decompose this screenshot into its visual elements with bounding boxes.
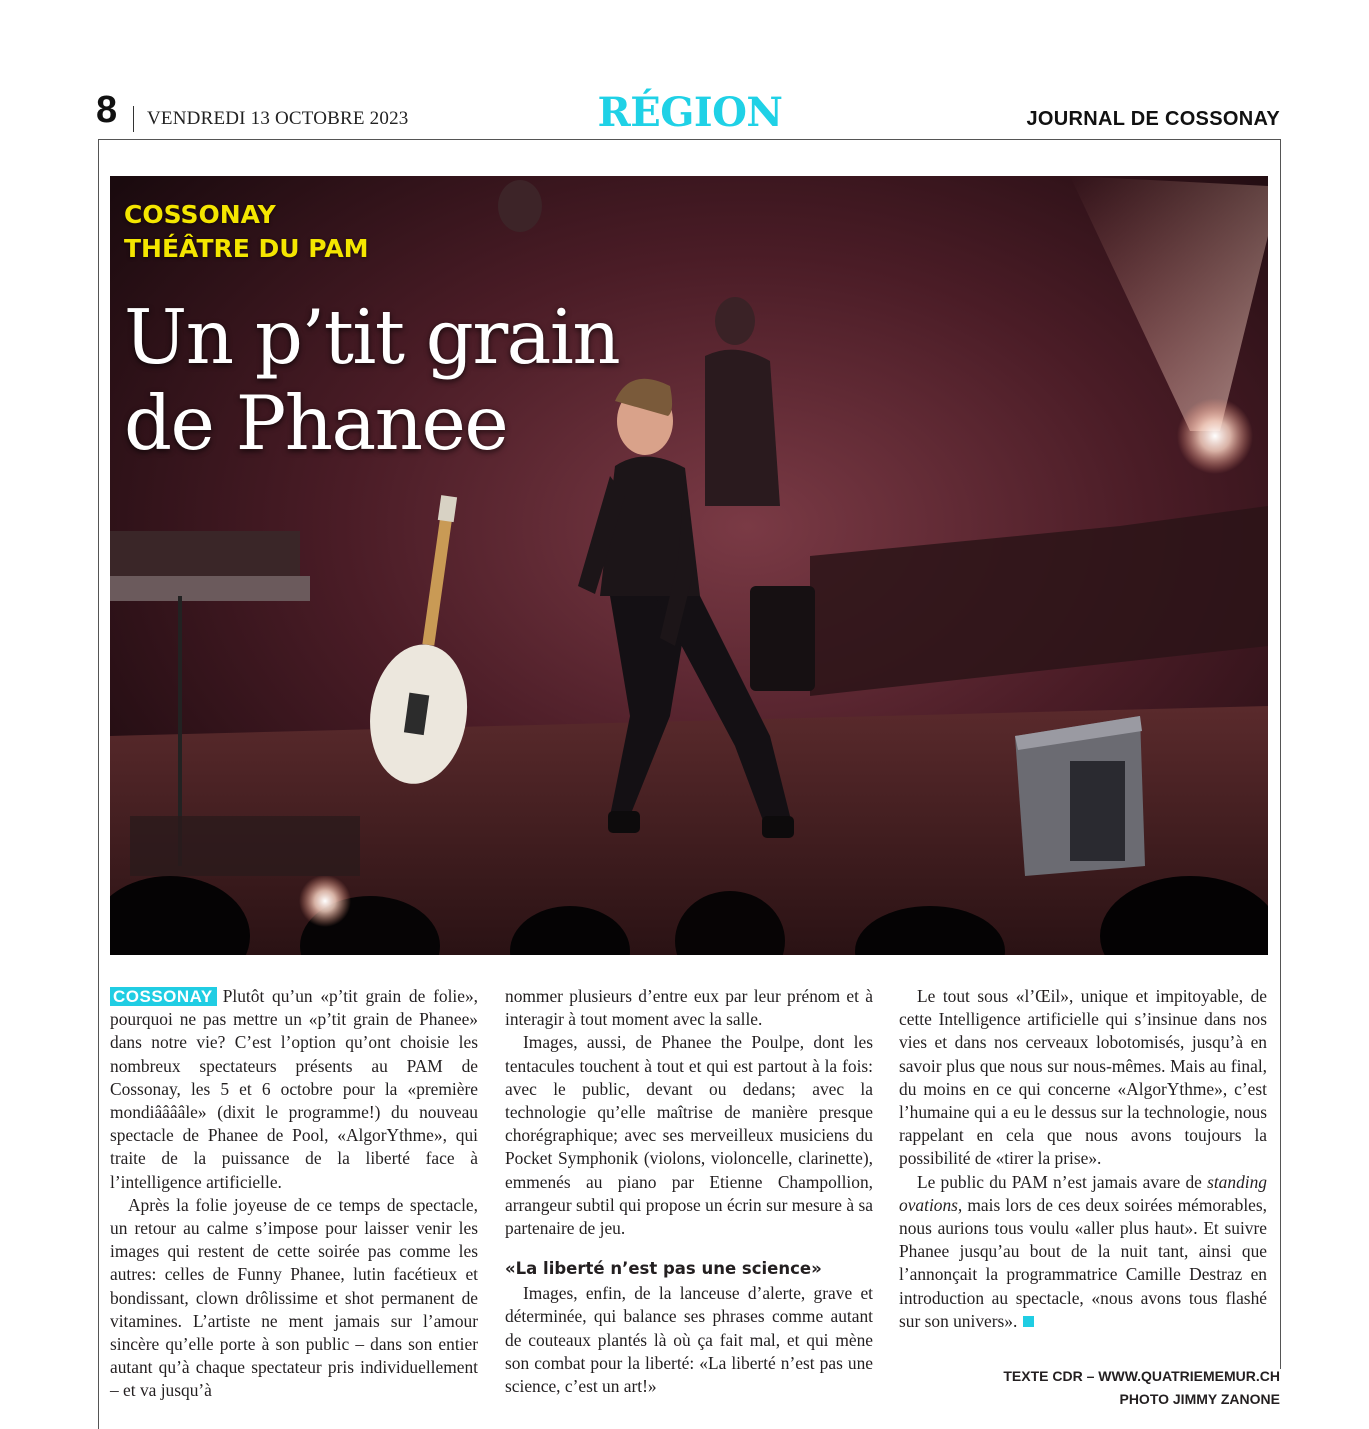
frame-rule-right [1280,139,1281,1369]
article-headline [124,294,619,466]
text-credit: TEXTE CDR – WWW.QUATRIEMEMUR.CH [1003,1368,1280,1384]
issue-date: VENDREDI 13 OCTOBRE 2023 [147,108,409,129]
paragraph: nommer plusieurs d’entre eux par leur prénom et à interagir à tout moment avec la salle. [505,986,873,1030]
paragraph [899,1171,1267,1333]
journal-name: JOURNAL DE COSSONAY [1026,108,1280,130]
frame-rule-top [98,139,1281,140]
article-column-3 [899,985,1267,1333]
kicker-location: COSSONAY [124,200,276,229]
masthead-divider [133,106,134,132]
frame-rule-left [98,139,99,1429]
paragraph-text: mais lors de ces deux soirées mémorables, nous aurions tous voulu «aller plus haut». Et suivre Phanee jusqu’au bout de la nuit tant, ainsi que l’annonçait la programmatrice Camille Destraz en introduction au spectacle, «nous avons tous flashé sur son univers». [899,1194,1267,1331]
page-number: 8 [96,89,118,131]
article-column-2 [505,985,873,1398]
paragraph: Images, enfin, de la lanceuse d’alerte, grave et déterminée, qui balance ses phrases comme autant de couteaux plantés là où ça fait mal, et qui mène son combat pour la liberté: «La liberté n’est pas une science, c’est un art!» [505,1283,873,1397]
italic-phrase: standing ovations, [899,1171,1267,1215]
paragraph-text: Plutôt qu’un «p’tit grain de folie», pourquoi ne pas mettre un «p’tit grain de Phanee» dans notre vie? C’est l’option qu’ont choisie les nombreux spectateurs présents au PAM de Cossonay, les 5 et 6 octobre pour la «première mondiââââle» (dixit le programme!) du nouveau spectacle de Phanee de Pool, «AlgorYthme», qui traite de la puissance de la liberté face à l’intelligence artificielle. [110,986,478,1192]
paragraph-text: Le public du PAM n’est jamais avare de [917,1171,1208,1192]
concert-photo [110,176,1268,955]
paragraph [110,985,478,1194]
kicker-venue: THÉÂTRE DU PAM [124,234,369,263]
photo-credit: PHOTO JIMMY ZANONE [1119,1391,1280,1407]
intertitle: «La liberté n’est pas une science» [505,1259,822,1279]
end-of-article-mark [1023,1316,1034,1327]
headline-line-1: Un p’tit grain [124,293,620,381]
article-kicker [124,198,369,266]
headline-line-2: de Phanee [124,379,508,467]
paragraph: Après la folie joyeuse de ce temps de spectacle, un retour au calme s’impose pour laisser venir les images qui restent de cette soirée pas comme les autres: celles de Funny Phanee, lutin facétieux et bondissant, clown drôlissime et shot permanent de vitamines. L’artiste ne ment jamais sur l’amour sincère qu’elle porte à son public – dans son entier autant qu’à chaque spectateur pris individuellement – et va jusqu’à [110,1194,478,1401]
section-title: RÉGION [597,89,783,136]
paragraph: Le tout sous «l’Œil», unique et impitoyable, de cette Intelligence artificielle qui s’insinue dans nos vies et dans nos cerveaux lobotomisés, jusqu’à en savoir plus que nous sur nous-mêmes. Mais au final, du moins en ce qui concerne «AlgorYthme», c’est l’humaine qui a eu le dessus sur la technologie, nous rappelant en cela que nous avons toujours la possibilité de «tirer la prise». [899,986,1267,1169]
lead-location-tag: COSSONAY [110,987,217,1006]
paragraph: Images, aussi, de Phanee the Poulpe, dont les tentacules touchent à tout et qui est partout à la fois: avec le public, devant ou dedans; avec la technologie qu’elle maîtrise de manière presque chorégraphique; avec ses merveilleux musiciens du Pocket Symphonik (violons, violoncelle, clarinette), emmenés au piano par Etienne Champollion, arrangeur subtil qui propose un écrin sur mesure à sa partenaire de jeu. [505,1032,873,1239]
article-column-1 [110,985,478,1403]
